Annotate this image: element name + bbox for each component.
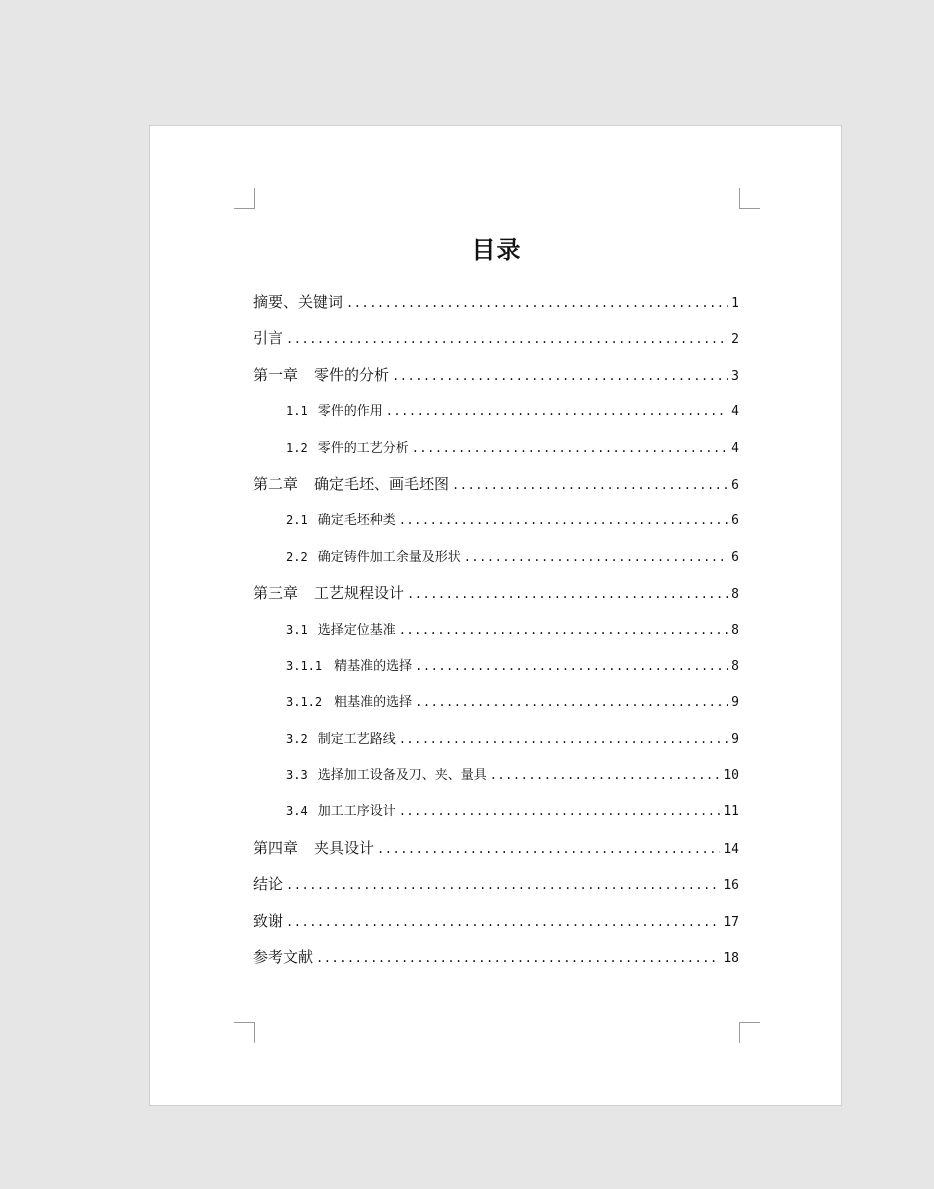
toc-leader-dots: [415, 684, 728, 720]
toc-page-number: 10: [723, 768, 739, 784]
toc-page-number: 4: [731, 440, 739, 456]
toc-entry[interactable]: [253, 539, 739, 575]
toc-leader-dots: [316, 940, 720, 976]
toc-page-number: 18: [723, 951, 739, 967]
toc-page-number: 6: [731, 513, 739, 529]
toc-title: 目录: [471, 236, 522, 264]
toc-entry-text: 工艺规程设计: [314, 584, 405, 603]
toc-leader-dots: [490, 757, 721, 793]
toc-leader-dots: [286, 867, 720, 903]
toc-page-number: 4: [731, 404, 739, 420]
toc-entry-number: 1.2: [286, 440, 308, 455]
toc-entry[interactable]: [253, 648, 739, 684]
toc-entry[interactable]: [253, 793, 739, 829]
toc-page-number: 1: [731, 296, 739, 311]
toc-page-number: 6: [731, 549, 739, 565]
toc-entry[interactable]: [253, 866, 739, 902]
toc-entry-text: 零件的工艺分析: [317, 440, 409, 456]
toc-entry-text: 确定毛坯种类: [317, 513, 396, 529]
document-page: [149, 125, 842, 1106]
toc-leader-dots: [286, 904, 720, 940]
toc-entry-text: 夹具设计: [314, 838, 375, 857]
table-of-contents: [253, 284, 739, 975]
toc-entry-text: 确定铸件加工余量及形状: [317, 549, 461, 565]
toc-entry-text: 确定毛坯、画毛坯图: [314, 474, 450, 493]
toc-page-number: 16: [723, 878, 739, 894]
toc-page-number: 17: [723, 914, 739, 930]
toc-leader-dots: [464, 539, 728, 575]
toc-entry-number: 3.1.2: [286, 695, 323, 710]
toc-entry-text: 选择加工设备及刀、夹、量具: [317, 768, 487, 784]
toc-entry-number: 第一章: [253, 365, 299, 384]
toc-entry[interactable]: [253, 830, 739, 866]
toc-leader-dots: [386, 393, 728, 429]
toc-entry-number: 3.1.1: [286, 658, 323, 673]
toc-page-number: 8: [731, 622, 739, 638]
toc-entry-number: 2.1: [286, 513, 308, 528]
toc-page-number: 9: [731, 731, 739, 747]
toc-entry-number: 第二章: [253, 474, 299, 493]
toc-page-number: 6: [731, 477, 739, 493]
toc-entry-text: 摘要、关键词: [253, 293, 344, 311]
margin-corner-mark-bottom-left: [234, 1022, 255, 1043]
toc-leader-dots: [407, 576, 728, 612]
toc-page-number: 3: [731, 368, 739, 384]
margin-corner-mark-top-left: [234, 188, 255, 209]
toc-entry-text: 粗基准的选择: [334, 695, 413, 711]
toc-entry-number: 3.3: [286, 768, 308, 783]
toc-page-number: 8: [731, 587, 739, 603]
toc-page-number: 14: [723, 841, 739, 857]
toc-leader-dots: [399, 721, 728, 757]
toc-leader-dots: [452, 467, 728, 503]
toc-leader-dots: [412, 430, 728, 466]
toc-page-number: 8: [731, 658, 739, 674]
toc-leader-dots: [415, 648, 728, 684]
toc-entry-text: 零件的分析: [314, 365, 390, 384]
toc-page-number: 9: [731, 695, 739, 711]
toc-entry-number: 3.1: [286, 622, 308, 637]
toc-entry-text: 精基准的选择: [334, 658, 413, 674]
toc-entry-number: 3.2: [286, 731, 308, 746]
toc-page-number: 2: [731, 332, 739, 348]
toc-entry-text: 结论: [253, 875, 284, 894]
toc-entry[interactable]: [253, 721, 739, 757]
toc-entry-text: 零件的作用: [317, 404, 383, 420]
toc-entry-number: 第三章: [253, 584, 299, 603]
toc-entry[interactable]: [253, 939, 739, 975]
toc-entry[interactable]: [253, 430, 739, 466]
toc-entry[interactable]: [253, 502, 739, 538]
toc-leader-dots: [377, 831, 720, 867]
toc-entry-number: 3.4: [286, 804, 308, 819]
toc-leader-dots: [392, 358, 728, 394]
toc-entry[interactable]: [253, 393, 739, 429]
toc-entry-text: 参考文献: [253, 948, 314, 967]
toc-leader-dots: [399, 612, 728, 648]
toc-entry[interactable]: [253, 357, 739, 393]
toc-entry[interactable]: [253, 757, 739, 793]
toc-leader-dots: [346, 285, 728, 321]
toc-entry[interactable]: [253, 320, 739, 356]
toc-leader-dots: [399, 793, 721, 829]
toc-entry[interactable]: [253, 612, 739, 648]
toc-entry-text: 选择定位基准: [317, 622, 396, 638]
toc-entry[interactable]: [253, 903, 739, 939]
toc-entry-number: 2.2: [286, 549, 308, 564]
toc-entry-number: 第四章: [253, 838, 299, 857]
toc-entry-text: 制定工艺路线: [317, 731, 396, 747]
toc-entry-text: 致谢: [253, 911, 284, 930]
toc-entry-text: 加工工序设计: [317, 804, 396, 820]
margin-corner-mark-top-right: [739, 188, 760, 209]
margin-corner-mark-bottom-right: [739, 1022, 760, 1043]
toc-page-number: 11: [723, 804, 739, 820]
toc-entry[interactable]: [253, 284, 739, 320]
toc-entry-text: 引言: [253, 329, 284, 348]
toc-entry[interactable]: [253, 575, 739, 611]
toc-entry-number: 1.1: [286, 404, 308, 419]
toc-entry[interactable]: [253, 466, 739, 502]
toc-leader-dots: [399, 502, 728, 538]
toc-entry[interactable]: [253, 684, 739, 720]
toc-leader-dots: [286, 321, 728, 357]
